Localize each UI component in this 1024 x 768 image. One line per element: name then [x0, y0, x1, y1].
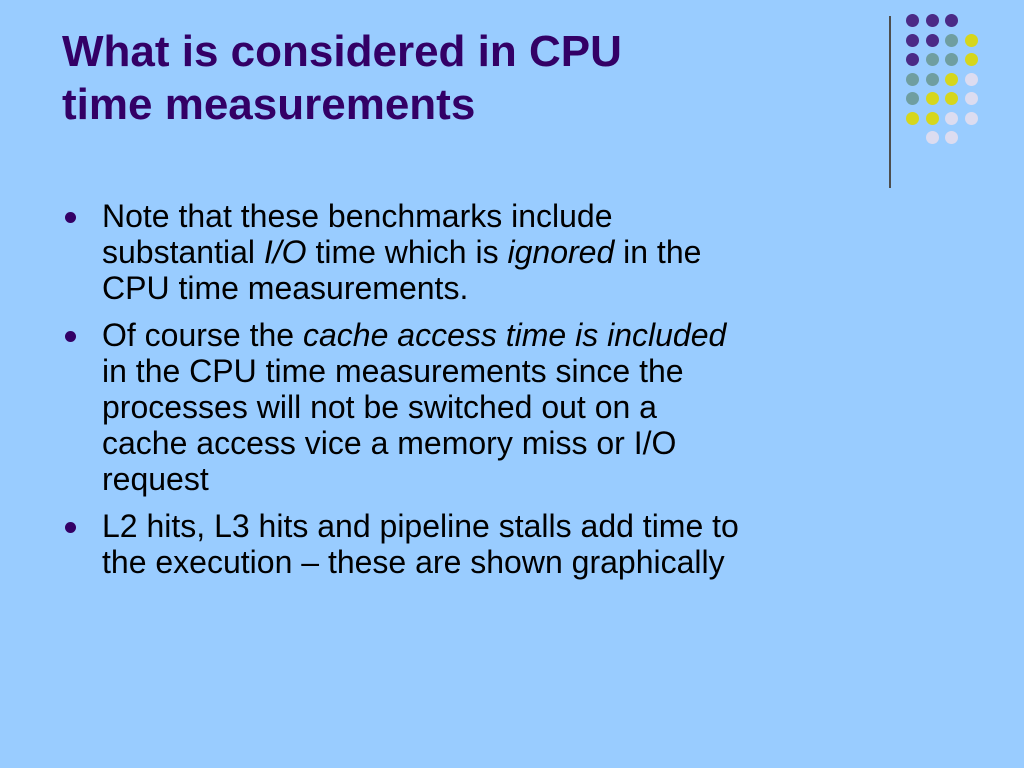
decorative-dot	[926, 73, 939, 86]
title-divider	[889, 16, 891, 188]
decorative-dot	[926, 34, 939, 47]
bullet-text: request	[102, 461, 209, 497]
bullet-marker-icon	[65, 522, 76, 533]
bullet-line	[102, 544, 982, 580]
bullet-text: the execution – these are shown graphically	[102, 544, 725, 580]
emphasized-text: cache access time is included	[302, 317, 727, 353]
bullet-text: Note that these benchmarks include	[102, 198, 613, 234]
decorative-dot	[906, 14, 919, 27]
decorative-dot	[906, 92, 919, 105]
bullet-text: processes will not be switched out on a	[102, 389, 657, 425]
bullet-item	[62, 198, 982, 306]
bullet-line	[102, 270, 982, 306]
slide-title	[62, 25, 862, 131]
decorative-dot	[945, 92, 958, 105]
decorative-dot	[906, 34, 919, 47]
decorative-dot	[926, 112, 939, 125]
decorative-dot	[945, 73, 958, 86]
bullet-marker-icon	[65, 212, 76, 223]
decorative-dot	[906, 53, 919, 66]
bullet-line	[102, 425, 982, 461]
bullet-text: Of course the	[102, 317, 303, 353]
decorative-dot	[965, 112, 978, 125]
emphasized-text: ignored	[507, 234, 615, 270]
bullet-text: time which is	[306, 234, 508, 270]
decorative-dot	[945, 53, 958, 66]
decorative-dot	[965, 34, 978, 47]
bullet-marker-icon	[65, 331, 76, 342]
bullet-line	[102, 234, 982, 270]
decorative-dot	[945, 112, 958, 125]
bullet-text: cache access vice a memory miss or I/O	[102, 425, 677, 461]
bullet-text: in the CPU time measurements since the	[102, 353, 684, 389]
decorative-dot	[945, 14, 958, 27]
decorative-dot	[906, 112, 919, 125]
bullet-item	[62, 317, 982, 497]
decorative-dot	[945, 131, 958, 144]
decorative-dot	[965, 53, 978, 66]
bullet-text: L2 hits, L3 hits and pipeline stalls add time to	[102, 508, 739, 544]
decorative-dot	[906, 73, 919, 86]
bullet-list	[62, 198, 982, 591]
decorative-dot	[926, 131, 939, 144]
bullet-line	[102, 353, 982, 389]
bullet-item	[62, 508, 982, 580]
bullet-line	[102, 317, 982, 353]
bullet-text: in the	[614, 234, 702, 270]
bullet-line	[102, 389, 982, 425]
slide-title-line: What is considered in CPU	[62, 27, 622, 76]
decorative-dot	[926, 53, 939, 66]
decorative-dot	[926, 92, 939, 105]
decorative-dot	[926, 14, 939, 27]
slide-title-line: time measurements	[62, 80, 476, 129]
decorative-dot	[965, 92, 978, 105]
bullet-line	[102, 198, 982, 234]
decorative-dot	[965, 73, 978, 86]
bullet-line	[102, 508, 982, 544]
bullet-text: CPU time measurements.	[102, 270, 469, 306]
decorative-dot-grid	[906, 14, 1006, 164]
bullet-text: substantial	[102, 234, 264, 270]
decorative-dot	[945, 34, 958, 47]
emphasized-text: I/O	[263, 234, 307, 270]
bullet-line	[102, 461, 982, 497]
